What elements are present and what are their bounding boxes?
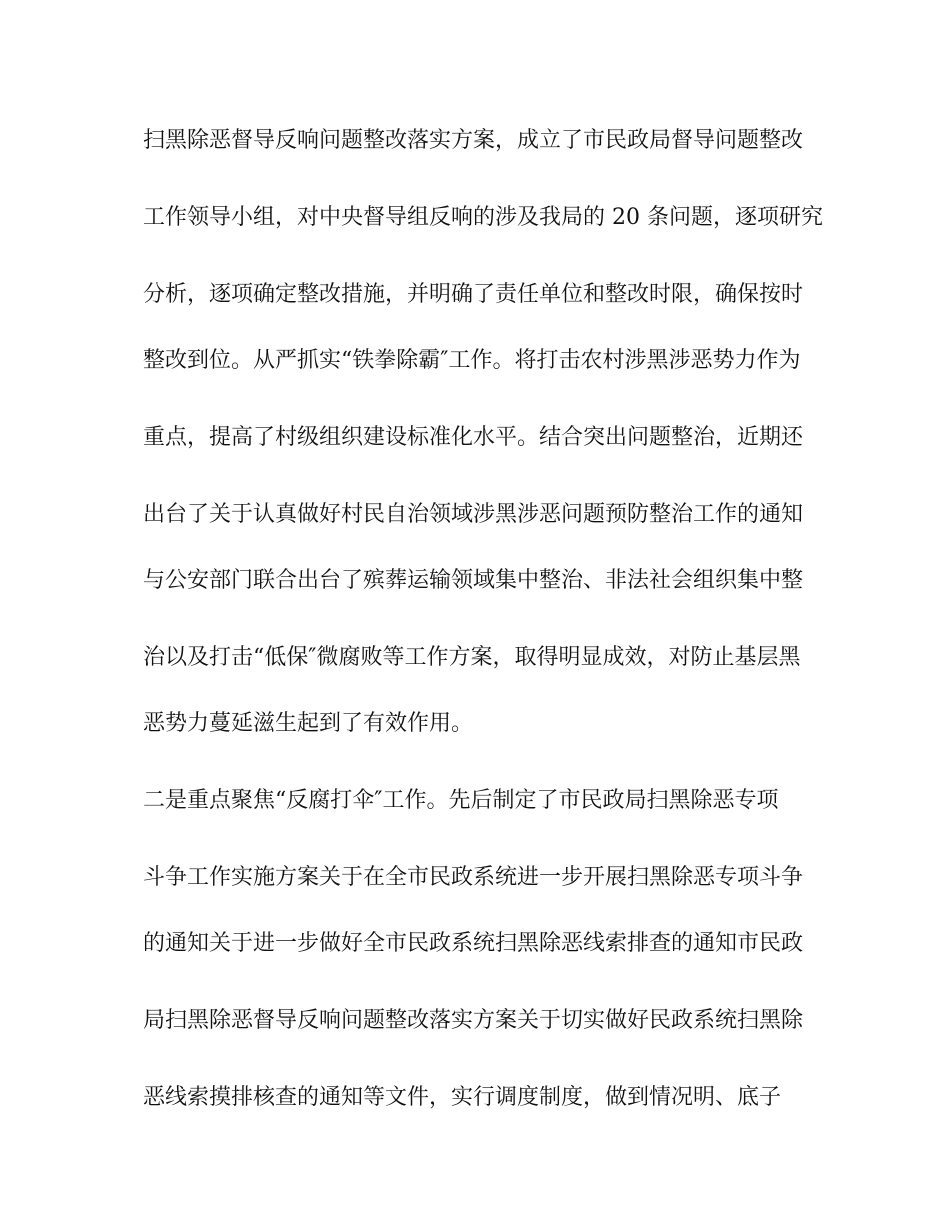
text-line-8: 治以及打击“低保″微腐败等工作方案，取得明显成效，对防止基层黑 bbox=[143, 645, 801, 670]
text-line-2: 工作领导小组，对中央督导组反响的涉及我局的 20 条问题，逐项研究 bbox=[143, 205, 823, 230]
text-line-4: 整改到位。从严抓实“铁拳除霸″工作。将打击农村涉黑涉恶势力作为 bbox=[143, 348, 801, 373]
text-line-12: 的通知关于进一步做好全市民政系统扫黑除恶线索排查的通知市民政 bbox=[143, 931, 804, 956]
text-line-13: 局扫黑除恶督导反响问题整改落实方案关于切实做好民政系统扫黑除 bbox=[143, 1008, 804, 1033]
text-line-10: 二是重点聚焦“反腐打伞″工作。先后制定了市民政局扫黑除恶专项 bbox=[143, 788, 779, 813]
text-line-9: 恶势力蔓延滋生起到了有效作用。 bbox=[143, 711, 474, 736]
text-line-14: 恶线索摸排核查的通知等文件，实行调度制度，做到情况明、底子 bbox=[143, 1085, 782, 1110]
text-line-7: 与公安部门联合出台了殡葬运输领域集中整治、非法社会组织集中整 bbox=[143, 568, 804, 593]
text-line-1: 扫黑除恶督导反响问题整改落实方案，成立了市民政局督导问题整改 bbox=[143, 128, 804, 153]
text-line-6: 出台了关于认真做好村民自治领域涉黑涉恶问题预防整治工作的通知 bbox=[143, 502, 804, 527]
text-line-3: 分析，逐项确定整改措施，并明确了责任单位和整改时限，确保按时 bbox=[143, 282, 804, 307]
text-line-11: 斗争工作实施方案关于在全市民政系统进一步开展扫黑除恶专项斗争 bbox=[143, 865, 804, 890]
text-line-5: 重点，提高了村级组织建设标准化水平。结合突出问题整治，近期还 bbox=[143, 425, 804, 450]
